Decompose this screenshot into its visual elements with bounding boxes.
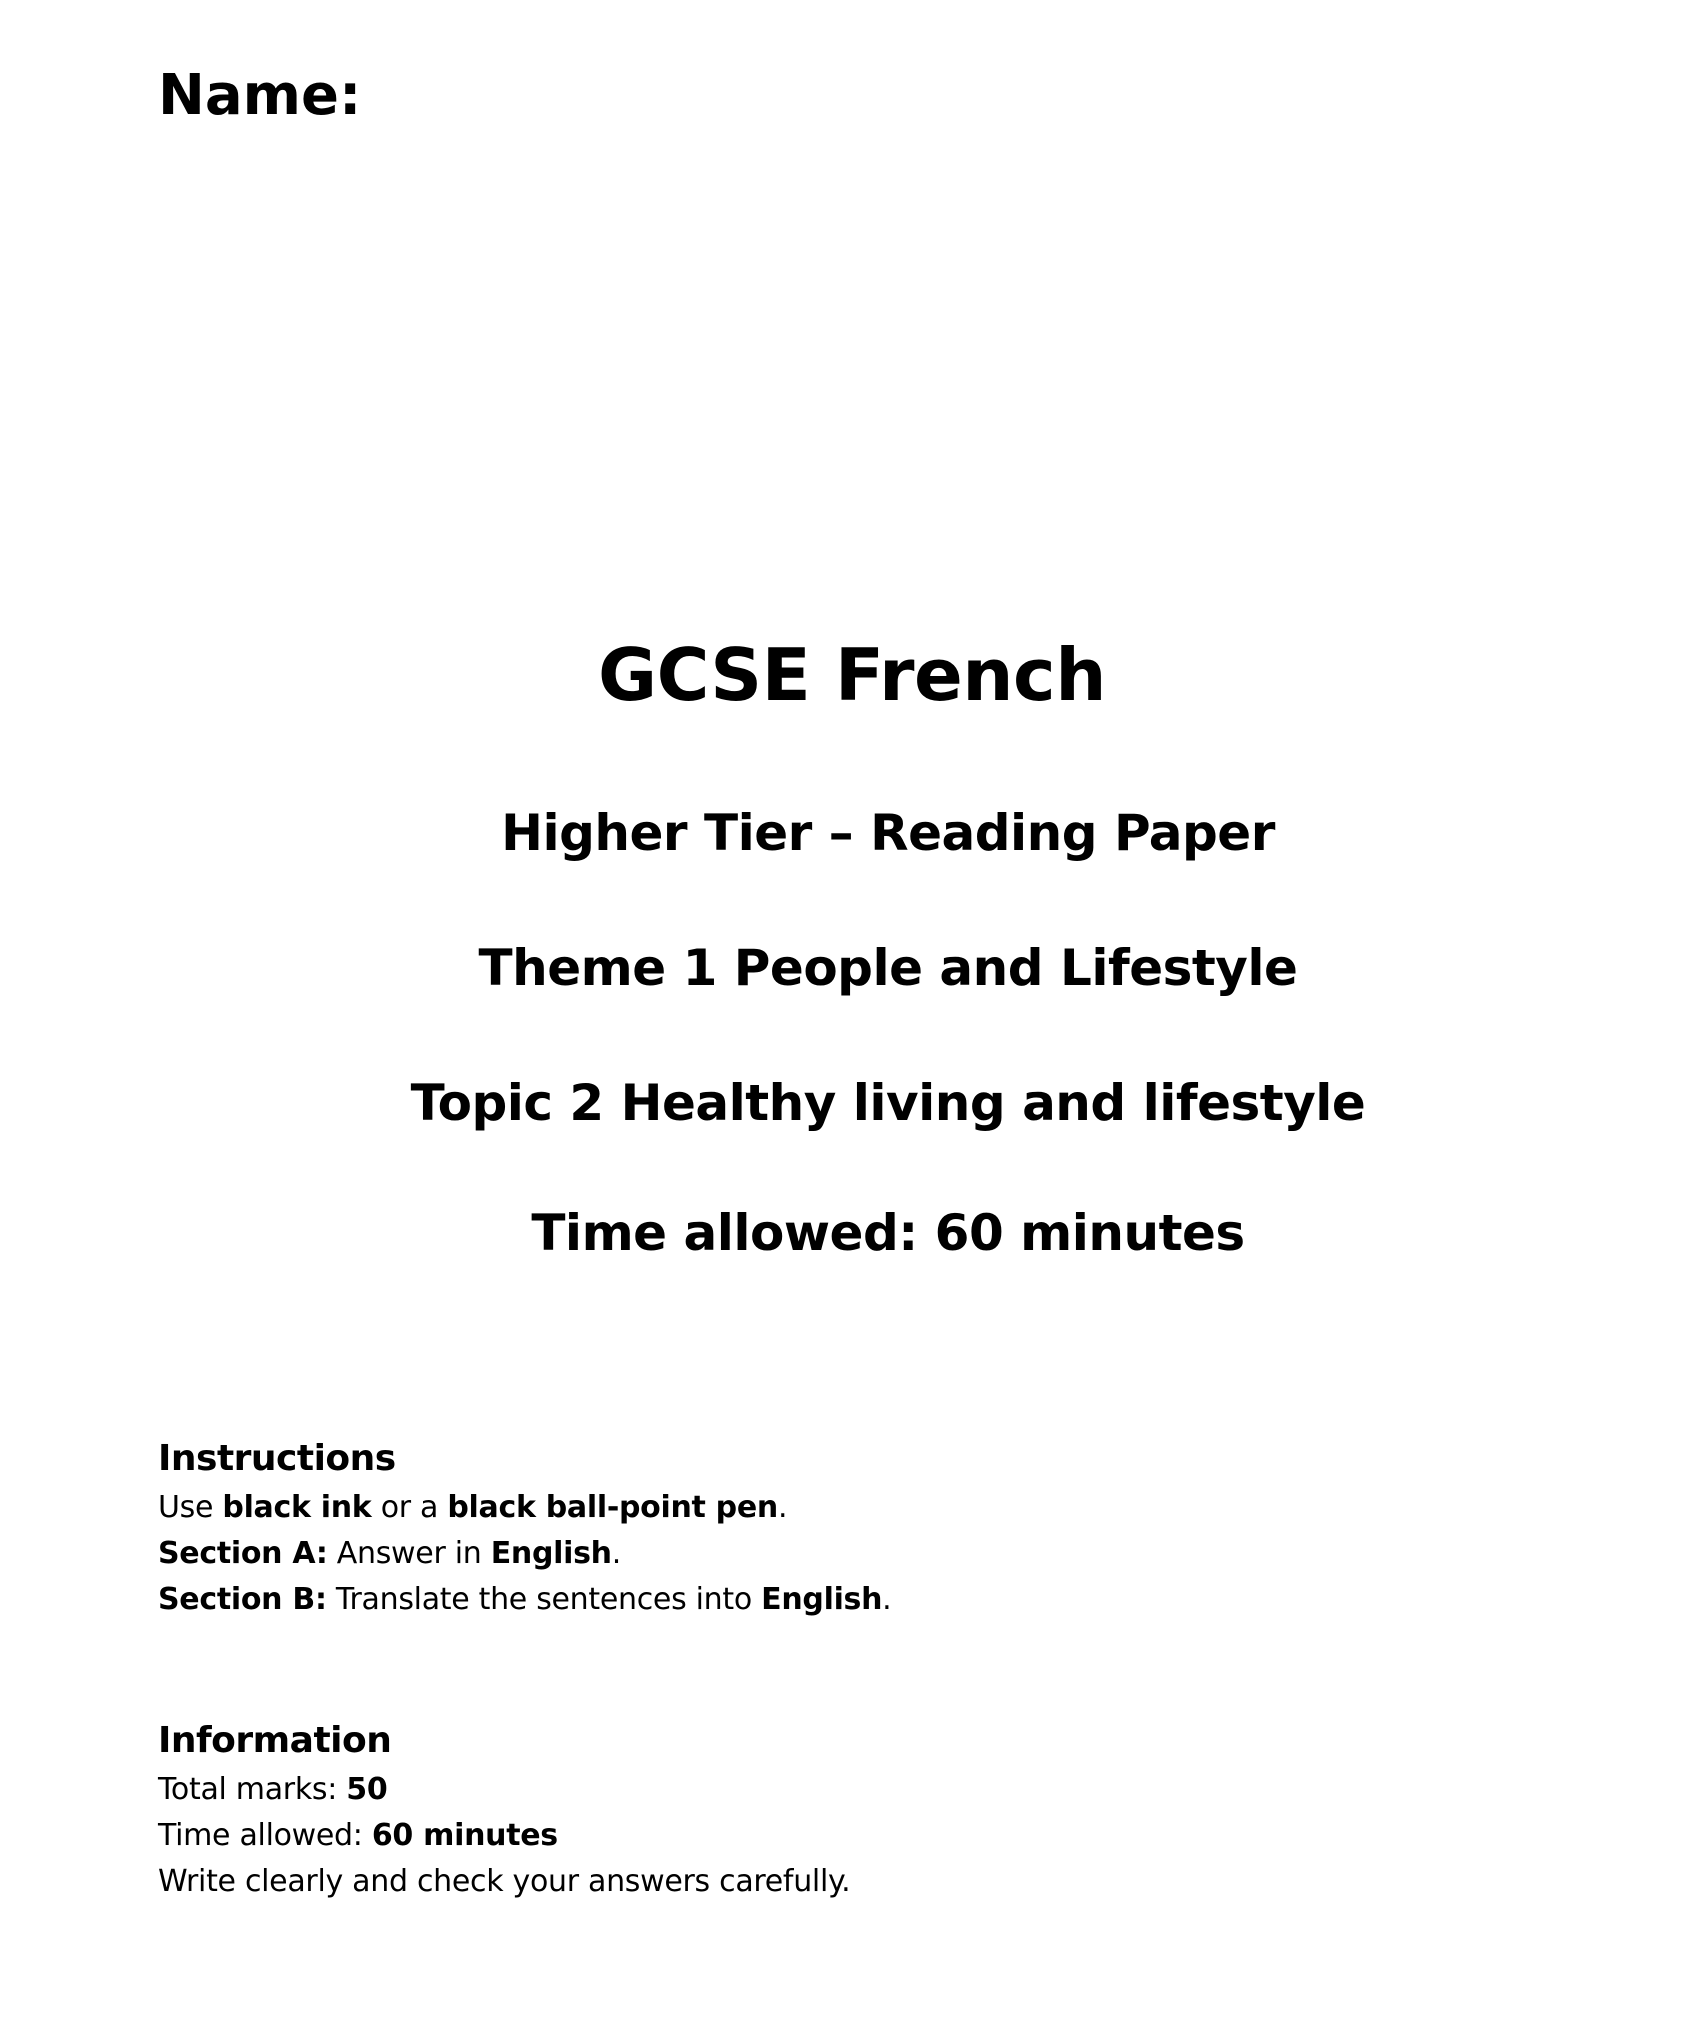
topic-subtitle: Topic 2 Healthy living and lifestyle — [410, 1074, 1366, 1132]
page-title: GCSE French — [598, 633, 1106, 717]
information-note: Write clearly and check your answers carefully. — [158, 1864, 851, 1899]
total-marks-label: Total marks: — [158, 1772, 347, 1807]
text: . — [611, 1536, 621, 1571]
emphasis: English — [761, 1582, 883, 1617]
emphasis: English — [490, 1536, 612, 1571]
instruction-section-a — [158, 1531, 1458, 1577]
text: or a — [371, 1490, 448, 1525]
text: Translate the sentences into — [326, 1582, 762, 1617]
section-label: Section A: — [158, 1536, 328, 1571]
total-marks-value: 50 — [346, 1772, 388, 1807]
text: Use — [158, 1490, 223, 1525]
section-label: Section B: — [158, 1582, 327, 1617]
time-allowed-value: 60 minutes — [371, 1818, 558, 1853]
information-heading: Information — [158, 1720, 392, 1761]
instructions-heading: Instructions — [158, 1438, 396, 1479]
text: Answer in — [327, 1536, 491, 1571]
text: . — [777, 1490, 788, 1525]
time-allowed-subtitle: Time allowed: 60 minutes — [531, 1204, 1245, 1262]
information-section — [158, 1718, 1458, 1905]
time-allowed-label: Time allowed: — [158, 1818, 372, 1853]
text: . — [882, 1582, 892, 1617]
instruction-ink — [158, 1485, 1458, 1531]
emphasis: black ball-point pen — [447, 1490, 778, 1525]
name-label: Name: — [158, 63, 362, 128]
time-allowed — [158, 1813, 1458, 1859]
instructions-section — [158, 1436, 1458, 1623]
tier-subtitle: Higher Tier – Reading Paper — [501, 804, 1275, 862]
theme-subtitle: Theme 1 People and Lifestyle — [478, 939, 1298, 997]
total-marks — [158, 1767, 1458, 1813]
emphasis: black ink — [222, 1490, 372, 1525]
instruction-section-b — [158, 1577, 1458, 1623]
